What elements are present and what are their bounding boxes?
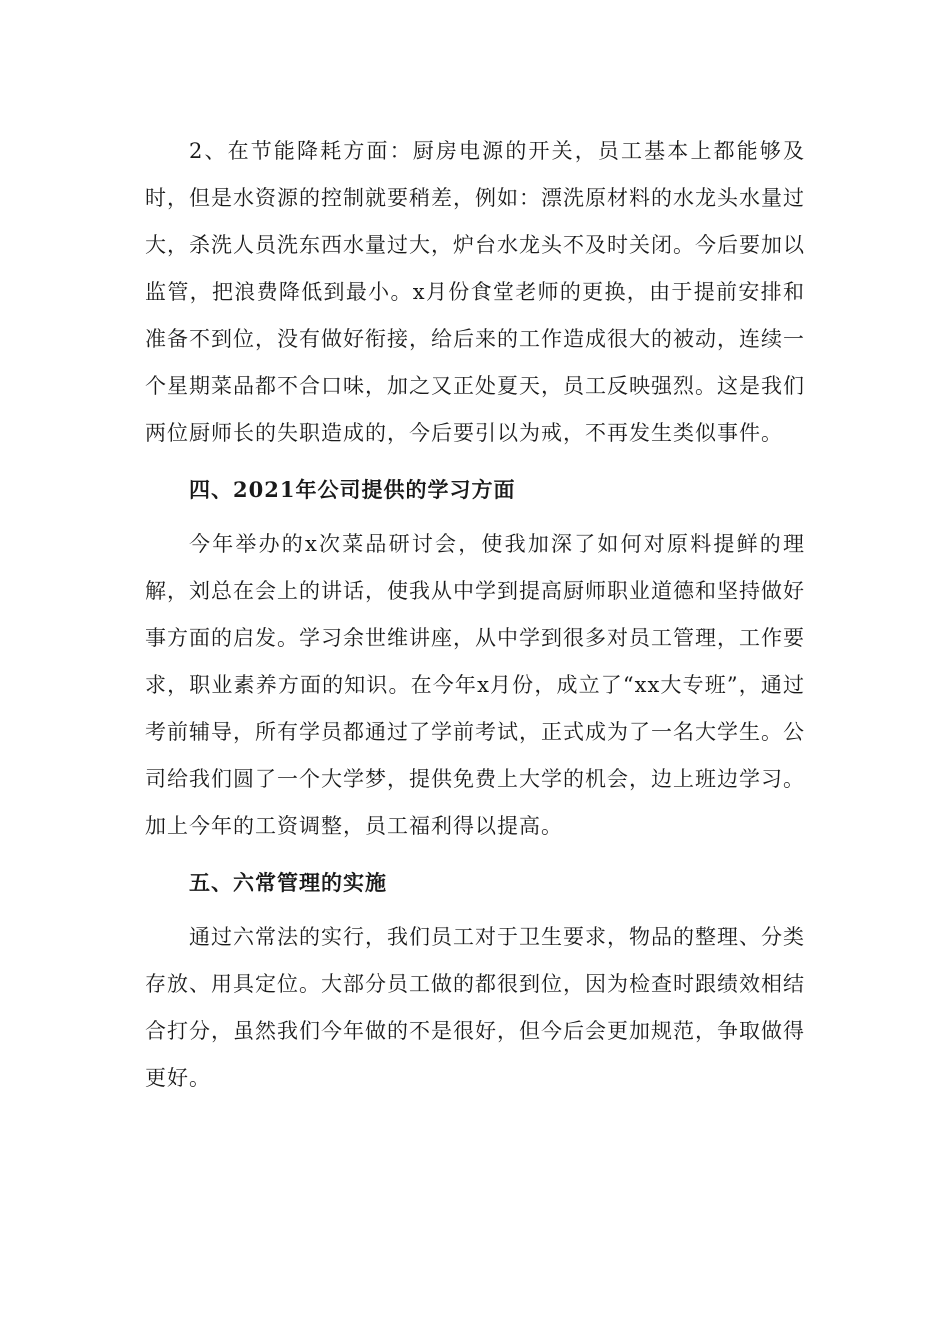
paragraph-energy-saving: 2、在节能降耗方面：厨房电源的开关，员工基本上都能够及时，但是水资源的控制就要稍差，例如：漂洗原材料的水龙头水量过大，杀洗人员洗东西水量过大，炉台水龙头不及时关闭。今后要加以监管，把浪费降低到最小。x月份食堂老师的更换，由于提前安排和准备不到位，没有做好衔接，给后来的工作造成很大的被动，连续一个星期菜品都不合口味，加之又正处夏天，员工反映强烈。这是我们两位厨师长的失职造成的，今后要引以为戒，不再发生类似事件。	[145, 139, 805, 445]
paragraph-learning: 今年举办的x次菜品研讨会，使我加深了如何对原料提鲜的理解，刘总在会上的讲话，使我从中学到提高厨师职业道德和坚持做好事方面的启发。学习余世维讲座，从中学到很多对员工管理，工作要求，职业素养方面的知识。在今年x月份，成立了“xx大专班”，通过考前辅导，所有学员都通过了学前考试，正式成为了一名大学生。公司给我们圆了一个大学梦，提供免费上大学的机会，边上班边学习。加上今年的工资调整，员工福利得以提高。	[145, 532, 805, 838]
paragraph-six-s-management: 通过六常法的实行，我们员工对于卫生要求，物品的整理、分类存放、用具定位。大部分员工做的都很到位，因为检查时跟绩效相结合打分，虽然我们今年做的不是很好，但今后会更加规范，争取做得更好。	[145, 925, 805, 1090]
document-body	[145, 128, 805, 1102]
section-heading-six-s-management: 五、六常管理的实施	[189, 870, 387, 895]
section-heading-learning: 四、2021年公司提供的学习方面	[189, 477, 516, 502]
